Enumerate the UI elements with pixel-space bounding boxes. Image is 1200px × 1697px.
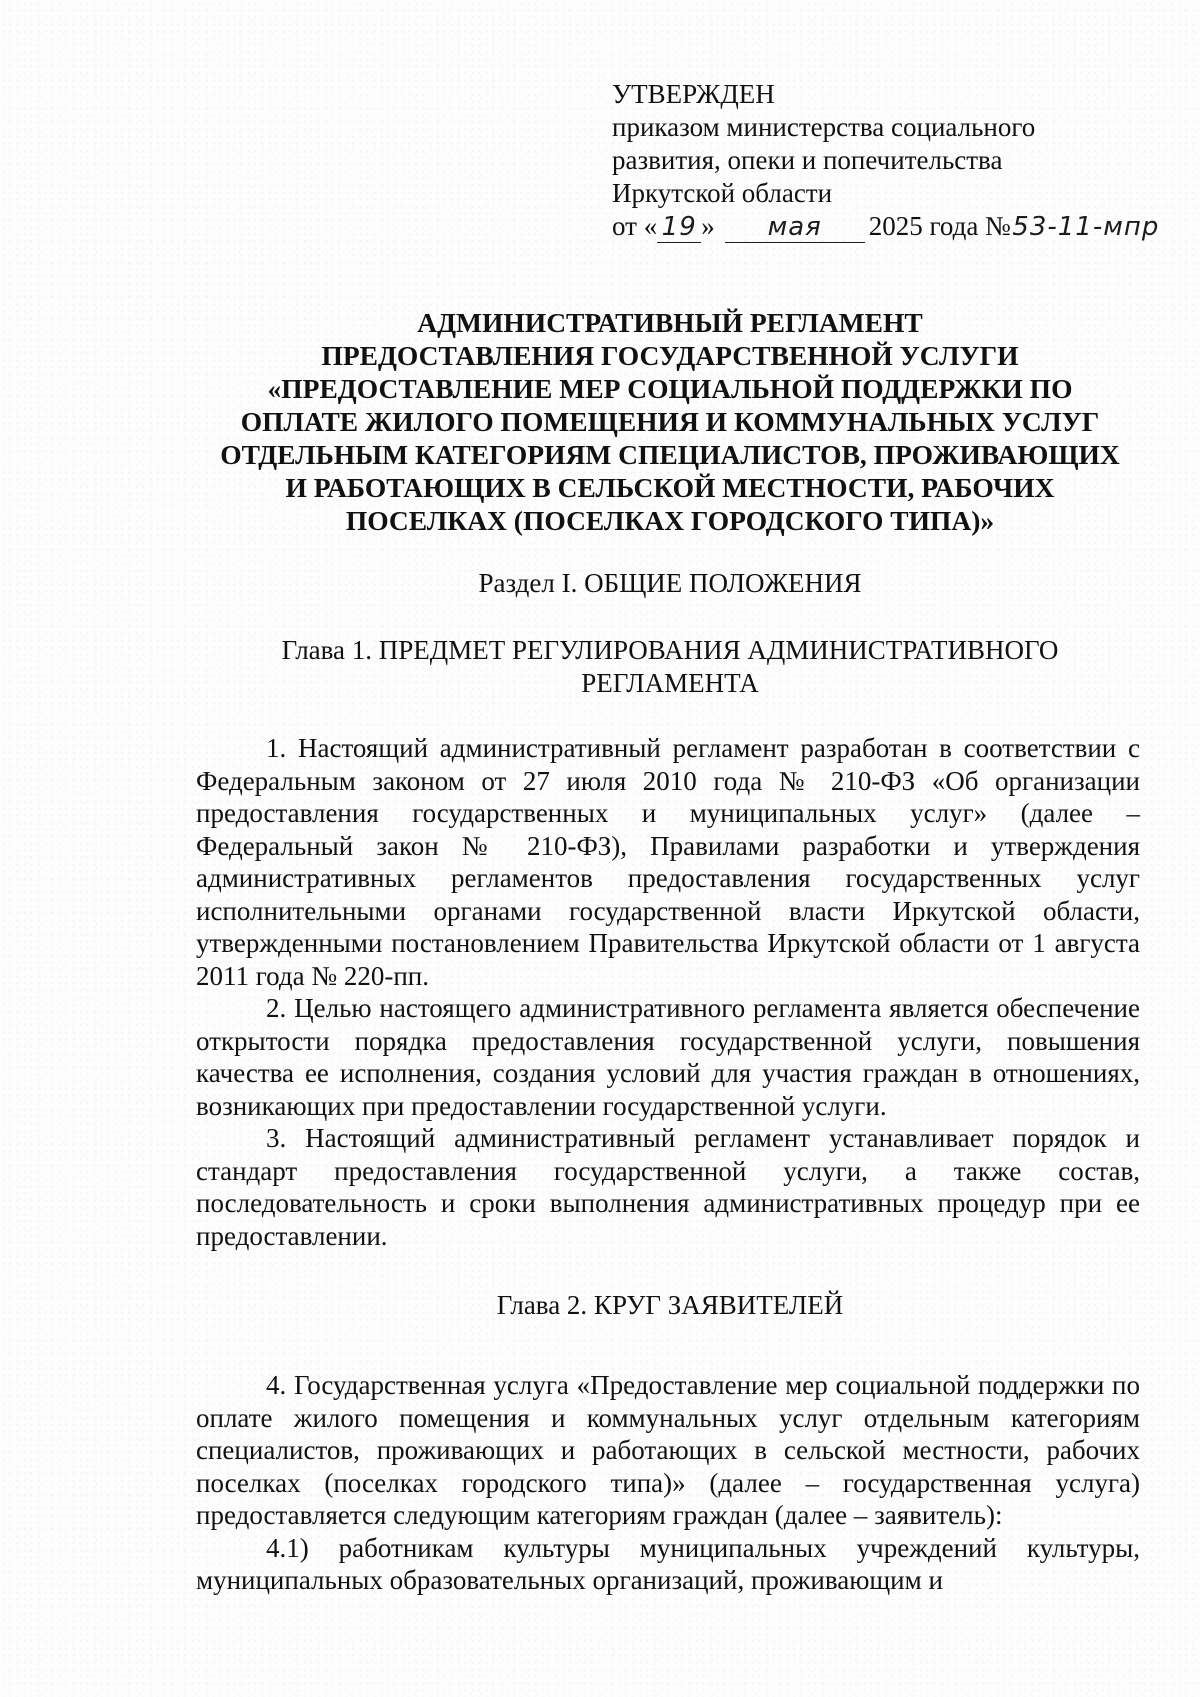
paragraph-3: 3. Настоящий административный регламент устанавливает порядок и стандарт предоставления государственной услуги, а также состав, последовательность и сроки выполнения административных процедур при ее предоставлении. — [196, 1123, 1140, 1251]
section-1-heading-text: Раздел I. ОБЩИЕ ПОЛОЖЕНИЯ — [478, 568, 862, 598]
chapter-2-body — [196, 1369, 1140, 1597]
approval-line-2: развития, опеки и попечительства — [612, 145, 1003, 175]
chapter-1-heading-line-1: Глава 1. ПРЕДМЕТ РЕГУЛИРОВАНИЯ АДМИНИСТРАТИВНОГО — [281, 635, 1059, 665]
title-line-6: И РАБОТАЮЩИХ В СЕЛЬСКОЙ МЕСТНОСТИ, РАБОЧИХ — [285, 472, 1055, 503]
chapter-1-body — [196, 732, 1140, 1252]
document-title — [150, 306, 1190, 537]
approval-line-1: приказом министерства социального — [612, 112, 1036, 142]
date-quote-close: » — [701, 211, 715, 241]
title-line-7: ПОСЕЛКАХ (ПОСЕЛКАХ ГОРОДСКОГО ТИПА)» — [345, 505, 995, 536]
title-line-4: ОПЛАТЕ ЖИЛОГО ПОМЕЩЕНИЯ И КОММУНАЛЬНЫХ УСЛУГ — [240, 406, 1100, 437]
approval-stamp — [612, 78, 1172, 243]
paragraph-2: 2. Целью настоящего административного регламента является обеспечение открытости порядка предоставления государственной услуги, повышения качества ее исполнения, создания условий для участия граждан в отношениях, возникающих при предоставлении государственной услуги. — [196, 993, 1140, 1121]
chapter-2-heading — [160, 1289, 1180, 1322]
date-day-handwritten: 19 — [657, 212, 701, 243]
paragraph-1: 1. Настоящий административный регламент разработан в соответствии с Федеральным законом от 27 июля 2010 года № 210-ФЗ «Об организации предоставления государственных и муниципальных услуг» (далее – Федеральный закон № 210-ФЗ), Правилами разработки и утверждения административных регламентов предоставления государственных услуг исполнительными органами государственной власти Иркутской области, утвержденными постановлением Правительства Иркутской области от 1 августа 2011 года № 220-пп. — [196, 733, 1140, 991]
title-line-1: АДМИНИСТРАТИВНЫЙ РЕГЛАМЕНТ — [417, 307, 923, 338]
date-year: 2025 года № — [868, 211, 1011, 241]
paragraph-4: 4. Государственная услуга «Предоставление мер социальной поддержки по оплате жилого помещения и коммунальных услуг отдельным категориям специалистов, проживающих и работающих в сельской местности, рабочих поселках (поселках городского типа)» (далее – государственная услуга) предоставляется следующим категориям граждан (далее – заявитель): — [196, 1370, 1140, 1530]
paragraph-4-1: 4.1) работникам культуры муниципальных учреждений культуры, муниципальных образовательных организаций, проживающим и — [196, 1532, 1140, 1595]
chapter-1-heading-line-2: РЕГЛАМЕНТА — [581, 668, 759, 698]
date-prefix: от « — [612, 211, 658, 241]
section-1-heading — [160, 567, 1180, 600]
title-line-5: ОТДЕЛЬНЫМ КАТЕГОРИЯМ СПЕЦИАЛИСТОВ, ПРОЖИВАЮЩИХ — [220, 439, 1120, 470]
approval-date-line — [612, 210, 1172, 243]
title-line-2: ПРЕДОСТАВЛЕНИЯ ГОСУДАРСТВЕННОЙ УСЛУГИ — [321, 340, 1019, 371]
title-line-3: «ПРЕДОСТАВЛЕНИЕ МЕР СОЦИАЛЬНОЙ ПОДДЕРЖКИ ПО — [267, 373, 1073, 404]
approval-title: УТВЕРЖДЕН — [612, 79, 775, 109]
order-number-handwritten: 53-11-мпр — [1012, 212, 1160, 242]
chapter-2-heading-text: Глава 2. КРУГ ЗАЯВИТЕЛЕЙ — [496, 1290, 844, 1320]
approval-line-3: Иркутской области — [612, 178, 833, 208]
chapter-1-heading — [160, 634, 1180, 700]
date-month-handwritten: мая — [725, 212, 865, 243]
